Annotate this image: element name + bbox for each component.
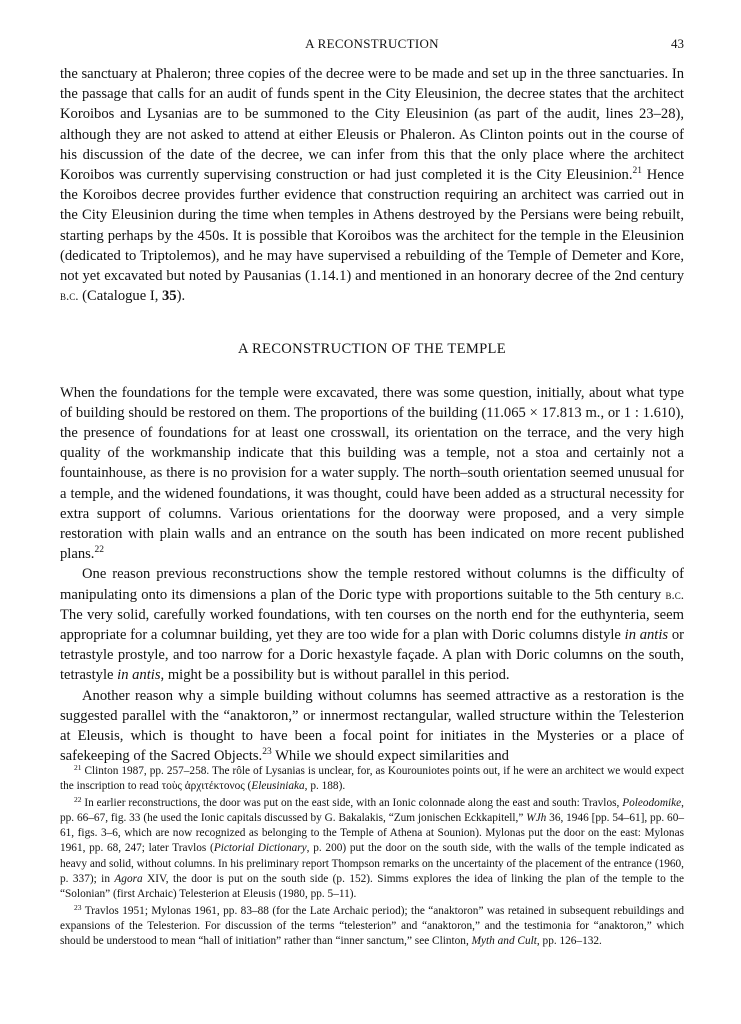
paragraph-doric-plan xyxy=(60,564,684,685)
paragraph-anaktoron xyxy=(60,686,684,767)
footnote-ref-21[interactable]: 21 xyxy=(632,166,642,177)
italic-title: Poleodomike xyxy=(622,796,682,809)
text-run: XIV, the door is put on the south side (p. 152). Simms explores the idea of linking the plan of the temple to the “Solonian” (first Archaic) Telesterion at Eleusis (1980, pp. 5–11). xyxy=(60,873,684,901)
running-title: A RECONSTRUCTION xyxy=(305,36,439,51)
text-run: , pp. 66–67, fig. 33 (he used the Ionic capitals discussed by G. Bakalakis, “Zum jonischen Eckkapitell,” xyxy=(60,796,684,824)
footnote-ref-23[interactable]: 23 xyxy=(262,747,272,758)
footnote-number: 23 xyxy=(74,902,82,912)
italic-term: in antis xyxy=(624,627,669,644)
text-run: Travlos 1951; Mylonas 1961, pp. 83–88 (for the Late Archaic period); the “anaktoron” was retained in subsequent rebuildings and expansions of the Telesterion. For discussion of the terms “telesterion” and “anaktoron,” and the testimonia for “anaktoron,” which should be understood to mean “hall of initiation” rather than “inner sanctum,” see Clinton, xyxy=(60,904,684,948)
footnote-23 xyxy=(60,904,684,950)
paragraph-foundations xyxy=(60,383,684,565)
era-abbrev: b.c. xyxy=(665,586,684,602)
page-number: 43 xyxy=(671,36,684,51)
text-run: When the foundations for the temple were excavated, there was some question, initially, about what type of building should be restored on them. The proportions of the building (11.065 × 17.813 m., or 1 : 1.610), the presence of foundations for at least one crosswall, its orientation on the terrace, and the very high quality of the workmanship indicate that this building was a temple, not a stoa and certainly not a fountainhouse, as there is no provision for a water supply. The north–south orientation seemed unusual for a temple, and the widened foundations, it was thought, could have been added as a structural necessity for extra support of columns. Various orientations for the doorway were proposed, and a very simple restoration with plain walls and an entrance on the south has been indicated on more recent published plans. xyxy=(60,384,684,563)
text-run: In earlier reconstructions, the door was put on the east side, with an Ionic colonnade along the east and south: Travlos, xyxy=(81,796,623,809)
text-run: , p. 200) put the door on the south side, with the walls of the temple indicated as heavy and solid, without columns. In his preliminary report Thompson remarks on the uncertainty of the placement of the entrance (1960, p. 337); in xyxy=(60,842,685,886)
paragraph-koroibos-decree xyxy=(60,64,684,306)
text-run: ). xyxy=(176,288,186,305)
footnote-ref-22[interactable]: 22 xyxy=(94,545,104,556)
text-run: The very solid, carefully worked foundations, with ten courses on the north end for the euthynteria, seem appropriate for a columnar building, yet they are too wide for a plan with Doric columns distyle xyxy=(60,606,684,644)
text-run: , p. 188). xyxy=(304,780,346,793)
era-abbrev: b.c. xyxy=(60,288,79,304)
text-run: Clinton 1987, pp. 257–258. The rôle of Lysanias is unclear, for, as Kourouniotes points out, if he were an architect we would expect the inscription to read τοὺς ἀρχιτέκτονος ( xyxy=(60,765,684,793)
text-run: the sanctuary at Phaleron; three copies of the decree were to be made and set up in the three sanctuaries. In the passage that calls for an audit of funds spent in the City Eleusinion, the decree states that the architect Koroibos and Lysanias are to be summoned to the City Eleusinion (as part of the audit, lines 23–28), although they are not asked to attend at either Eleusis or Phaleron. As Clinton points out in the course of his discussion of the date of the decree, we can infer from this that the only place where the architect Koroibos was currently supervising construction or had just completed it is the City Eleusinion. xyxy=(60,66,684,184)
page-header xyxy=(60,36,684,54)
text-run: (Catalogue I, xyxy=(78,288,162,305)
italic-title: Agora xyxy=(114,873,143,886)
text-run: Another reason why a simple building without columns has seemed attractive as a restoration is the suggested parallel with the “anaktoron,” or innermost rectangular, walled structure within the Telesterion at Eleusis, which is thought to have been a focal point for initiates in the Mysteries or a place of safekeeping of the Sacred Objects. xyxy=(60,687,684,765)
footnotes xyxy=(60,764,684,951)
footnote-number: 22 xyxy=(74,794,82,804)
italic-title: Eleusiniaka xyxy=(251,780,305,793)
section-heading: A RECONSTRUCTION OF THE TEMPLE xyxy=(238,341,506,358)
italic-term: in antis xyxy=(117,667,161,684)
footnote-22 xyxy=(60,796,684,903)
text-run: , pp. 126–132. xyxy=(536,935,602,948)
italic-title: Pictorial Dictionary xyxy=(213,842,307,855)
text-run: One reason previous reconstructions show the temple restored without columns is the difficulty of manipulating onto its dimensions a plan of the Doric type with proportions suitable to the 5th century xyxy=(60,566,684,603)
text-run: or tetrastyle prostyle, and too narrow for a Doric hexastyle façade. A plan with Doric columns on the south, tetrastyle xyxy=(60,627,684,684)
text-run: 36, 1946 [pp. 54–61], pp. 60–61, figs. 3–6, which are now recognized as belonging to the Temple of Athena at Sounion). Mylonas put the door on the east: Mylonas 1961, pp. 68, 247; later Travlos ( xyxy=(60,811,684,855)
text-run: , might be a possibility but is without parallel in this period. xyxy=(160,667,510,684)
main-text xyxy=(60,64,684,767)
footnote-number: 21 xyxy=(74,763,82,772)
text-run: While we should expect similarities and xyxy=(271,748,509,765)
italic-title: WJh xyxy=(526,811,547,824)
text-run: Hence the Koroibos decree provides further evidence that construction requiring an architect was carried out in the City Eleusinion during the time when temples in Athens destroyed by the Persians were being rebuilt, starting perhaps by the 450s. It is possible that Koroibos was the architect for the temple in the Eleusinion (dedicated to Triptolemos), and he may have supervised a rebuilding of the Temple of Demeter and Kore, not yet excavated but noted by Pausanias (1.14.1) and mentioned in an honorary decree of the 2nd century xyxy=(60,167,684,285)
footnote-21 xyxy=(60,764,684,795)
catalogue-number: 35 xyxy=(162,288,177,305)
italic-title: Myth and Cult xyxy=(471,935,537,948)
